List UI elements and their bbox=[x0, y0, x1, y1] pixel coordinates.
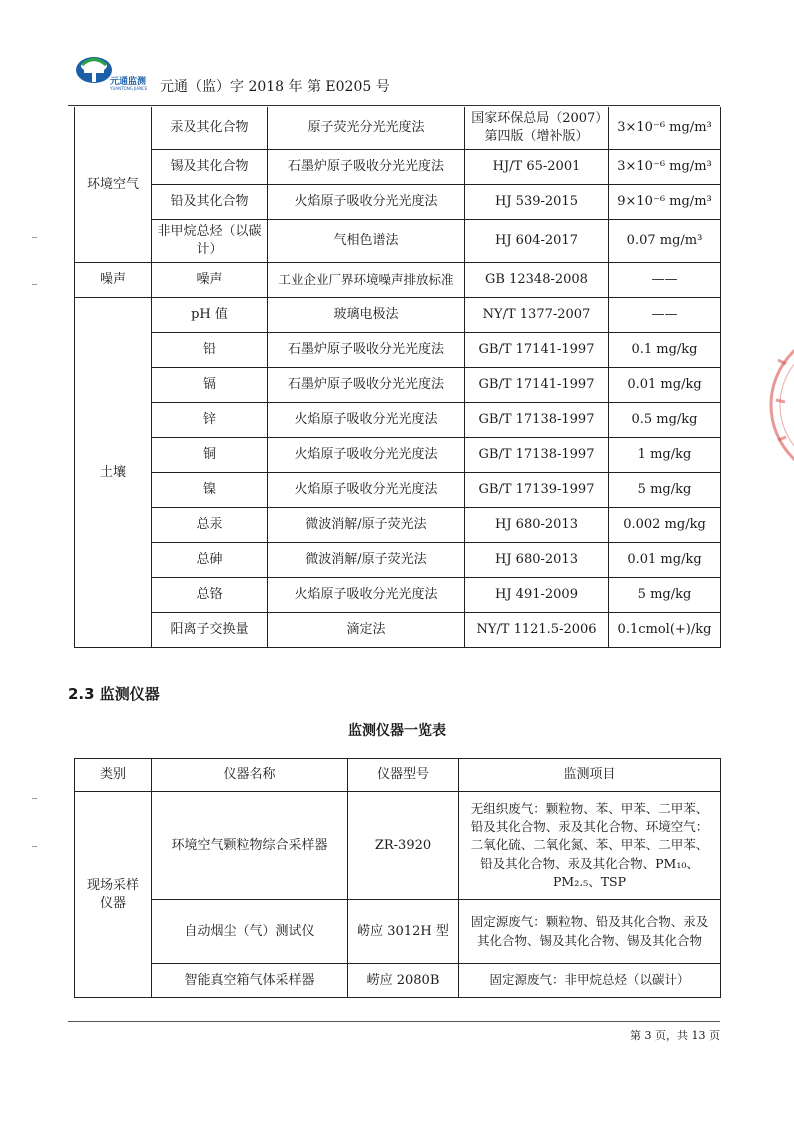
scan-mark bbox=[32, 237, 37, 238]
seal-stamp-icon bbox=[766, 320, 794, 490]
logo-text: 元通监测 bbox=[110, 77, 147, 87]
limit-cell: 5 mg/kg bbox=[609, 578, 721, 613]
instrument-model-cell: 崂应 3012H 型 bbox=[348, 900, 459, 964]
item-cell: 阳离子交换量 bbox=[152, 613, 268, 648]
method-cell: 火焰原子吸收分光光度法 bbox=[268, 403, 465, 438]
table-row bbox=[75, 263, 721, 298]
header-divider bbox=[68, 105, 720, 106]
table-row bbox=[75, 150, 721, 185]
instrument-model-cell: ZR-3920 bbox=[348, 792, 459, 900]
item-cell: 非甲烷总烃（以碳计） bbox=[152, 220, 268, 263]
method-cell: 火焰原子吸收分光光度法 bbox=[268, 185, 465, 220]
document-number: 元通（监）字 2018 年 第 E0205 号 bbox=[160, 79, 390, 95]
limit-cell: 0.01 mg/kg bbox=[609, 368, 721, 403]
method-cell: 气相色谱法 bbox=[268, 220, 465, 263]
scan-mark bbox=[32, 846, 37, 847]
method-cell: 石墨炉原子吸收分光光度法 bbox=[268, 333, 465, 368]
item-cell: 总铬 bbox=[152, 578, 268, 613]
table-row bbox=[75, 543, 721, 578]
limit-cell: 9×10⁻⁶ mg/m³ bbox=[609, 185, 721, 220]
table-row bbox=[75, 438, 721, 473]
method-cell: 滴定法 bbox=[268, 613, 465, 648]
footer-divider bbox=[68, 1021, 720, 1022]
method-cell: 微波消解/原子荧光法 bbox=[268, 543, 465, 578]
limit-cell: 3×10⁻⁶ mg/m³ bbox=[609, 107, 721, 150]
table-row bbox=[75, 185, 721, 220]
item-cell: 锡及其化合物 bbox=[152, 150, 268, 185]
limit-cell: 0.07 mg/m³ bbox=[609, 220, 721, 263]
instrument-name-cell: 智能真空箱气体采样器 bbox=[152, 964, 348, 998]
limit-cell: 0.1 mg/kg bbox=[609, 333, 721, 368]
page-header bbox=[74, 52, 720, 104]
standard-cell: 国家环保总局（2007）第四版（增补版） bbox=[465, 107, 609, 150]
standard-cell: HJ 604-2017 bbox=[465, 220, 609, 263]
standard-cell: HJ/T 65-2001 bbox=[465, 150, 609, 185]
method-table bbox=[74, 107, 721, 648]
item-cell: 铅 bbox=[152, 333, 268, 368]
table-row bbox=[75, 473, 721, 508]
limit-cell: 0.01 mg/kg bbox=[609, 543, 721, 578]
instrument-table-title: 监测仪器一览表 bbox=[348, 723, 446, 739]
table-row bbox=[75, 220, 721, 263]
column-header: 仪器型号 bbox=[348, 759, 459, 792]
table-row bbox=[75, 107, 721, 150]
table-row bbox=[75, 578, 721, 613]
table-row bbox=[75, 403, 721, 438]
group-cell: 环境空气 bbox=[75, 107, 152, 263]
standard-cell: HJ 539-2015 bbox=[465, 185, 609, 220]
table-row bbox=[75, 900, 721, 964]
monitoring-items-cell: 固定源废气：非甲烷总烃（以碳计） bbox=[459, 964, 721, 998]
item-cell: 锌 bbox=[152, 403, 268, 438]
method-cell: 原子荧光分光光度法 bbox=[268, 107, 465, 150]
standard-cell: HJ 491-2009 bbox=[465, 578, 609, 613]
instrument-name-cell: 自动烟尘（气）测试仪 bbox=[152, 900, 348, 964]
item-cell: 铜 bbox=[152, 438, 268, 473]
scan-mark bbox=[32, 284, 37, 285]
instrument-model-cell: 崂应 2080B bbox=[348, 964, 459, 998]
group-cell: 土壤 bbox=[75, 298, 152, 648]
item-cell: 镍 bbox=[152, 473, 268, 508]
monitoring-items-cell: 无组织废气：颗粒物、苯、甲苯、二甲苯、铅及其化合物、汞及其化合物、环境空气：二氧化硫、二氧化氮、苯、甲苯、二甲苯、铅及其化合物、汞及其化合物、PM₁₀、PM₂.₅、TSP bbox=[459, 792, 721, 900]
instrument-table bbox=[74, 758, 721, 998]
section-heading: 2.3 监测仪器 bbox=[68, 685, 160, 703]
limit-cell: 0.002 mg/kg bbox=[609, 508, 721, 543]
standard-cell: GB/T 17141-1997 bbox=[465, 333, 609, 368]
table-row bbox=[75, 792, 721, 900]
limit-cell: 0.5 mg/kg bbox=[609, 403, 721, 438]
standard-cell: GB/T 17138-1997 bbox=[465, 438, 609, 473]
group-cell: 噪声 bbox=[75, 263, 152, 298]
standard-cell: NY/T 1377-2007 bbox=[465, 298, 609, 333]
item-cell: 总汞 bbox=[152, 508, 268, 543]
item-cell: 总砷 bbox=[152, 543, 268, 578]
limit-cell: 5 mg/kg bbox=[609, 473, 721, 508]
table-row bbox=[75, 964, 721, 998]
instrument-name-cell: 环境空气颗粒物综合采样器 bbox=[152, 792, 348, 900]
category-cell: 现场采样仪器 bbox=[75, 792, 152, 998]
method-cell: 玻璃电极法 bbox=[268, 298, 465, 333]
limit-cell: 1 mg/kg bbox=[609, 438, 721, 473]
page-number: 第 3 页，共 13 页 bbox=[630, 1029, 720, 1042]
table-row bbox=[75, 368, 721, 403]
column-header: 类别 bbox=[75, 759, 152, 792]
method-cell: 火焰原子吸收分光光度法 bbox=[268, 438, 465, 473]
item-cell: pH 值 bbox=[152, 298, 268, 333]
column-header: 仪器名称 bbox=[152, 759, 348, 792]
standard-cell: GB/T 17141-1997 bbox=[465, 368, 609, 403]
table-row bbox=[75, 333, 721, 368]
table-row bbox=[75, 298, 721, 333]
column-header: 监测项目 bbox=[459, 759, 721, 792]
standard-cell: GB/T 17139-1997 bbox=[465, 473, 609, 508]
method-cell: 火焰原子吸收分光光度法 bbox=[268, 473, 465, 508]
method-cell: 火焰原子吸收分光光度法 bbox=[268, 578, 465, 613]
standard-cell: GB/T 17138-1997 bbox=[465, 403, 609, 438]
standard-cell: HJ 680-2013 bbox=[465, 543, 609, 578]
item-cell: 汞及其化合物 bbox=[152, 107, 268, 150]
scan-mark bbox=[32, 798, 37, 799]
standard-cell: NY/T 1121.5-2006 bbox=[465, 613, 609, 648]
item-cell: 镉 bbox=[152, 368, 268, 403]
method-cell: 石墨炉原子吸收分光光度法 bbox=[268, 368, 465, 403]
monitoring-items-cell: 固定源废气：颗粒物、铅及其化合物、汞及其化合物、锡及其化合物、锡及其化合物 bbox=[459, 900, 721, 964]
table-row bbox=[75, 613, 721, 648]
item-cell: 铅及其化合物 bbox=[152, 185, 268, 220]
method-cell: 石墨炉原子吸收分光光度法 bbox=[268, 150, 465, 185]
method-cell: 微波消解/原子荧光法 bbox=[268, 508, 465, 543]
limit-cell: 3×10⁻⁶ mg/m³ bbox=[609, 150, 721, 185]
standard-cell: GB 12348-2008 bbox=[465, 263, 609, 298]
table-row bbox=[75, 508, 721, 543]
limit-cell: —— bbox=[609, 263, 721, 298]
method-cell: 工业企业厂界环境噪声排放标准 bbox=[268, 263, 465, 298]
item-cell: 噪声 bbox=[152, 263, 268, 298]
table-header-row bbox=[75, 759, 721, 792]
limit-cell: —— bbox=[609, 298, 721, 333]
limit-cell: 0.1cmol(+)/kg bbox=[609, 613, 721, 648]
standard-cell: HJ 680-2013 bbox=[465, 508, 609, 543]
logo-subtext: YUANTONG JIANCE bbox=[110, 86, 148, 91]
